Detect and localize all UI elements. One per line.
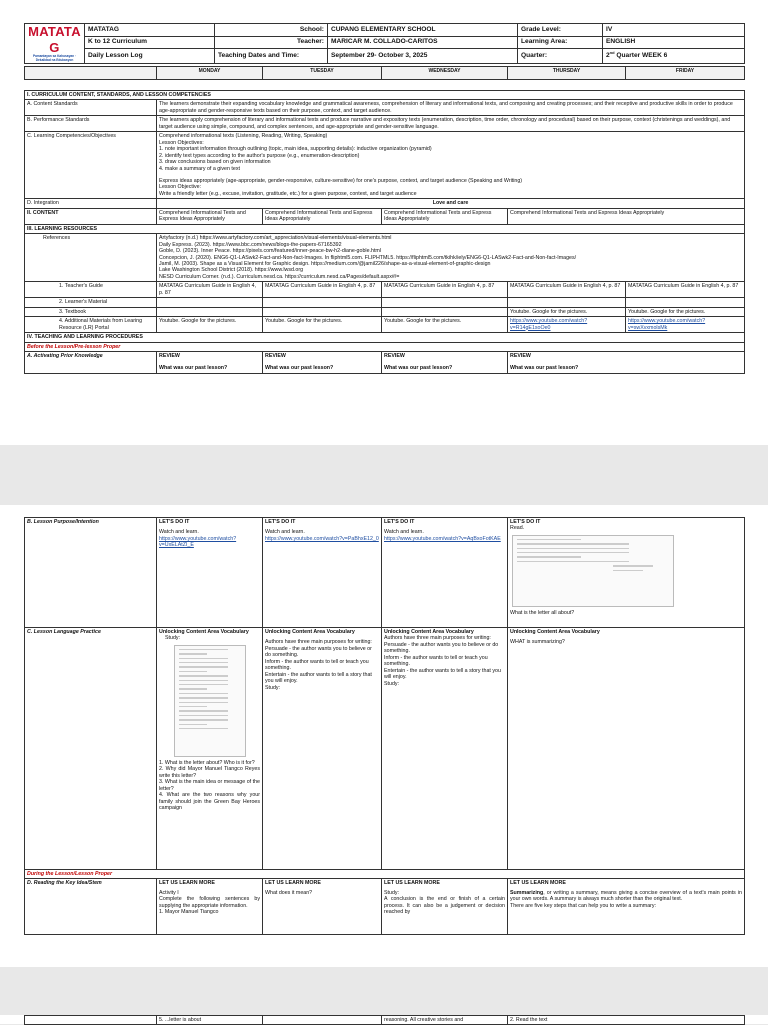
add-mon: Youtube. Google for the pictures. <box>157 317 263 333</box>
section-ii-title: II. CONTENT <box>25 208 157 224</box>
school-label: School: <box>215 24 328 37</box>
p3-thu-fragment: 2. Read the text <box>508 1016 745 1025</box>
content-standards-label: A. Content Standards <box>25 100 157 116</box>
grade-label: Grade Level: <box>518 24 603 37</box>
review-thu: REVIEW What was our past lesson? <box>508 351 745 373</box>
key-idea-tue: LET US LEARN MORE What does it mean? <box>263 879 382 935</box>
textbook-label: 3. Textbook <box>25 307 157 316</box>
p3-mon-fragment: 5. ...letter is about <box>157 1016 263 1025</box>
practice-thu: Unlocking Content Area Vocabulary WHAT is summarizing? <box>508 628 745 870</box>
content-mon: Comprehend Informational Texts and Express Ideas Appropriately <box>157 208 263 224</box>
add-thu-link[interactable]: https://www.youtube.com/watch?v=R14gE1soOe0 <box>510 318 588 331</box>
day-monday: MONDAY <box>157 67 263 80</box>
day-wednesday: WEDNESDAY <box>382 67 508 80</box>
key-idea-mon: LET US LEARN MORE Activity I Complete the following sentences by supplying the appropriate information. 1. Mayor Manuel Tiangco <box>157 879 263 935</box>
dll-table-page-2 <box>24 517 745 935</box>
quarter-value: 2nd Quarter WEEK 6 <box>603 49 745 63</box>
teacher-label: Teacher: <box>215 36 328 49</box>
key-idea-thu: LET US LEARN MORE Summarizing, or writing a summary, means giving a concise overview of a text's main points in your own words. A summary is always much shorter than the original text. There are five key steps that can help you to write a summary: <box>508 879 745 935</box>
content-thu-fri: Comprehend Informational Texts and Express Ideas Appropriately <box>508 208 745 224</box>
tue-video-link[interactable]: https://www.youtube.com/watch?v=PaBhxE12_0 <box>265 535 379 542</box>
practice-mon: Unlocking Content Area Vocabulary Study: 1. What is the letter about? Who is it for? 2. Why did Mayor Manuel Tiangco Reyes write this letter? 3. What is the main idea or message of the letter? 4. What are the two reasons why your family should join the Green Bay Heroes campaign <box>157 628 263 870</box>
integration-text: Love and care <box>157 199 745 208</box>
purpose-mon: LET'S DO IT Watch and learn. https://www.youtube.com/watch?v=UxELAtZI_E <box>157 518 263 628</box>
competencies-label: C. Learning Competencies/Objectives <box>25 132 157 199</box>
page-2 <box>0 505 768 967</box>
teachers-guide-label: 1. Teacher's Guide <box>25 282 157 298</box>
days-blank <box>25 67 157 80</box>
day-tuesday: TUESDAY <box>263 67 382 80</box>
review-mon: REVIEW What was our past lesson? <box>157 351 263 373</box>
header-title-1: MATATAG <box>85 24 215 37</box>
during-lesson-label: During the Lesson/Lesson Proper <box>25 870 745 879</box>
page-3 <box>0 1015 768 1024</box>
integration-label: D. Integration <box>25 199 157 208</box>
language-practice-label: C. Lesson Language Practice <box>25 628 157 870</box>
grade-value: IV <box>603 24 745 37</box>
content-standards-text: The learners demonstrate their expanding vocabulary knowledge and grammatical awareness, comprehension of literary and informational texts, and composing and creating processes; and their receptive and productive skills in order to produce age-appropriate and gender-responsive texts based on their purpose, context, and target audience. <box>157 100 745 116</box>
area-value: ENGLISH <box>603 36 745 49</box>
letter-image <box>512 535 674 607</box>
references-text: Artyfactory (n.d.) https://www.artyfactory.com/art_appreciation/visual-elements/visual-elements.html Daily Express. (2023). https://www.bbc.com/news/blogs-the-papers-67165392 Goble, D. (2023). Inner Peace. https://pixels.com/featured/inner-peace-bw-h2-diane-goble.html Concepcion, J. (2020). ENG6-Q1-LASwk2-Fact-and-Non-fact-Images. In fliphtml5.com. FLIPHTML5. https://fliphtml5.com/tkihk/iely/ENG6-Q1-LASwk2-Fact-and-Non-fact-Images/ Jamil, M. (2003). Shape as a Visual Element for Graphic design. https://medium.com/@jamil226/shape-as-a-visual-element-of-graphic-design Lake Washington School District (2018). https://www.lwsd.org NESD Curriculum Corner. (n.d.). Curriculum.nesd.ca. https://curriculum.nesd.ca/Pages/default.aspx#/= <box>157 234 745 282</box>
key-idea-wed: LET US LEARN MORE Study: A conclusion is the end or finish of a certain process. It can also be a judgement or decision reached by <box>382 879 508 935</box>
textbook-thu: Youtube. Google for the pictures. <box>508 307 626 316</box>
performance-standards-label: B. Performance Standards <box>25 116 157 132</box>
section-iii-title: III. LEARNING RESOURCES <box>25 224 745 233</box>
references-label: References <box>25 234 157 282</box>
matatag-logo: MATATAG Pamantayan sa Kahusayan · Dekalidad na Edukasyon <box>25 24 85 64</box>
mon-video-link[interactable]: https://www.youtube.com/watch?v=UxELAtZI_E <box>159 535 237 549</box>
school-value: CUPANG ELEMENTARY SCHOOL <box>328 24 518 37</box>
letter-document-image <box>174 645 246 757</box>
competencies-text: Comprehend informational texts (Listening, Reading, Writing, Speaking) Lesson Objectives: 1. note important information through outlining (topic, main idea, supporting details): inductive organization (pyramid) 2. identify text types according to the author's purpose (e.g., enumeration-description) 3. draw conclusions based on given information 4. make a summary of a given text Express ideas appropriately (age-appropriate, gender-responsive, culture-sensitive) for one's purpose, context, and target audience (Speaking and Writing) Lesson Objective: Write a friendly letter (e.g., excuse, invitation, gratitude, etc.) for a given purpose, context, and target audience <box>157 132 745 199</box>
wed-video-link[interactable]: https://www.youtube.com/watch?v=AqBxoFotKAE <box>384 535 501 542</box>
quarter-label: Quarter: <box>518 49 603 63</box>
header-title-3: Daily Lesson Log <box>85 49 215 63</box>
dll-table <box>24 90 745 374</box>
purpose-wed: LET'S DO IT Watch and learn. https://www.youtube.com/watch?v=AqBxoFotKAE <box>382 518 508 628</box>
day-friday: FRIDAY <box>626 67 745 80</box>
add-wed: Youtube. Google for the pictures. <box>382 317 508 333</box>
lesson-purpose-label: B. Lesson Purpose/Intention <box>25 518 157 628</box>
section-i-title: I. CURRICULUM CONTENT, STANDARDS, AND LESSON COMPETENCIES <box>25 91 745 100</box>
page-1 <box>0 0 768 445</box>
textbook-fri: Youtube. Google for the pictures. <box>626 307 745 316</box>
review-tue: REVIEW What was our past lesson? <box>263 351 382 373</box>
practice-tue: Unlocking Content Area Vocabulary Authors have three main purposes for writing: Persuade - the author wants you to believe or do something. Inform - the author wants to tell or teach you something. Entertain - the author wants to tell a story that you will enjoy. Study: <box>263 628 382 870</box>
activating-prior-knowledge-label: A. Activating Prior Knowledge <box>25 351 157 373</box>
tg-mon: MATATAG Curriculum Guide in English 4, p. 87 <box>157 282 263 298</box>
tg-tue: MATATAG Curriculum Guide in English 4, p. 87 <box>263 282 382 298</box>
teacher-value: MARICAR M. COLLADO-CARITOS <box>328 36 518 49</box>
header-table <box>24 23 745 64</box>
additional-materials-label: 4. Additional Materials from Learing Resource (LR) Portal <box>25 317 157 333</box>
add-tue: Youtube. Google for the pictures. <box>263 317 382 333</box>
performance-standards-text: The learners apply comprehension of literary and informational texts and produce narrative and expository texts (enumeration, description, time order, chronology and procedural) based on their purpose, context (christenings and weddings), and target audience using simple, compound, and complex sentences, and age-appropriate and gender-sensitive language. <box>157 116 745 132</box>
content-tue: Comprehend Informational Texts and Express Ideas Appropriately <box>263 208 382 224</box>
area-label: Learning Area: <box>518 36 603 49</box>
tg-thu: MATATAG Curriculum Guide in English 4, p. 87 <box>508 282 626 298</box>
content-wed: Comprehend Informational Texts and Express Ideas Appropriately <box>382 208 508 224</box>
add-fri-link[interactable]: https://www.youtube.com/watch?v=swXvxmolsMk <box>628 318 706 331</box>
before-lesson-label: Before the Lesson/Pre-lesson Proper <box>25 342 745 351</box>
section-iv-title: IV. TEACHING AND LEARNING PROCEDURES <box>25 333 745 342</box>
dates-label: Teaching Dates and Time: <box>215 49 328 63</box>
key-idea-label: D. Reading the Key Idea/Stem <box>25 879 157 935</box>
day-thursday: THURSDAY <box>508 67 626 80</box>
p3-wed-fragment: reasoning. All creative stories and <box>382 1016 508 1025</box>
review-wed: REVIEW What was our past lesson? <box>382 351 508 373</box>
practice-wed: Unlocking Content Area Vocabulary Authors have three main purposes for writing: Persuade - the author wants you to believe or do something. Inform - the author wants to tell or teach you something. Entertain - the author wants to tell a story that you will enjoy. Study: <box>382 628 508 870</box>
tg-fri: MATATAG Curriculum Guide in English 4, p. 87 <box>626 282 745 298</box>
tg-wed: MATATAG Curriculum Guide in English 4, p. 87 <box>382 282 508 298</box>
days-header <box>24 66 745 80</box>
dates-value: September 29- October 3, 2025 <box>328 49 518 63</box>
learners-material-label: 2. Learner's Material <box>25 298 157 307</box>
purpose-tue: LET'S DO IT Watch and learn. https://www.youtube.com/watch?v=PaBhxE12_0 <box>263 518 382 628</box>
header-title-2: K to 12 Curriculum <box>85 36 215 49</box>
purpose-thu: LET'S DO IT Read. What is the letter all about? <box>508 518 745 628</box>
